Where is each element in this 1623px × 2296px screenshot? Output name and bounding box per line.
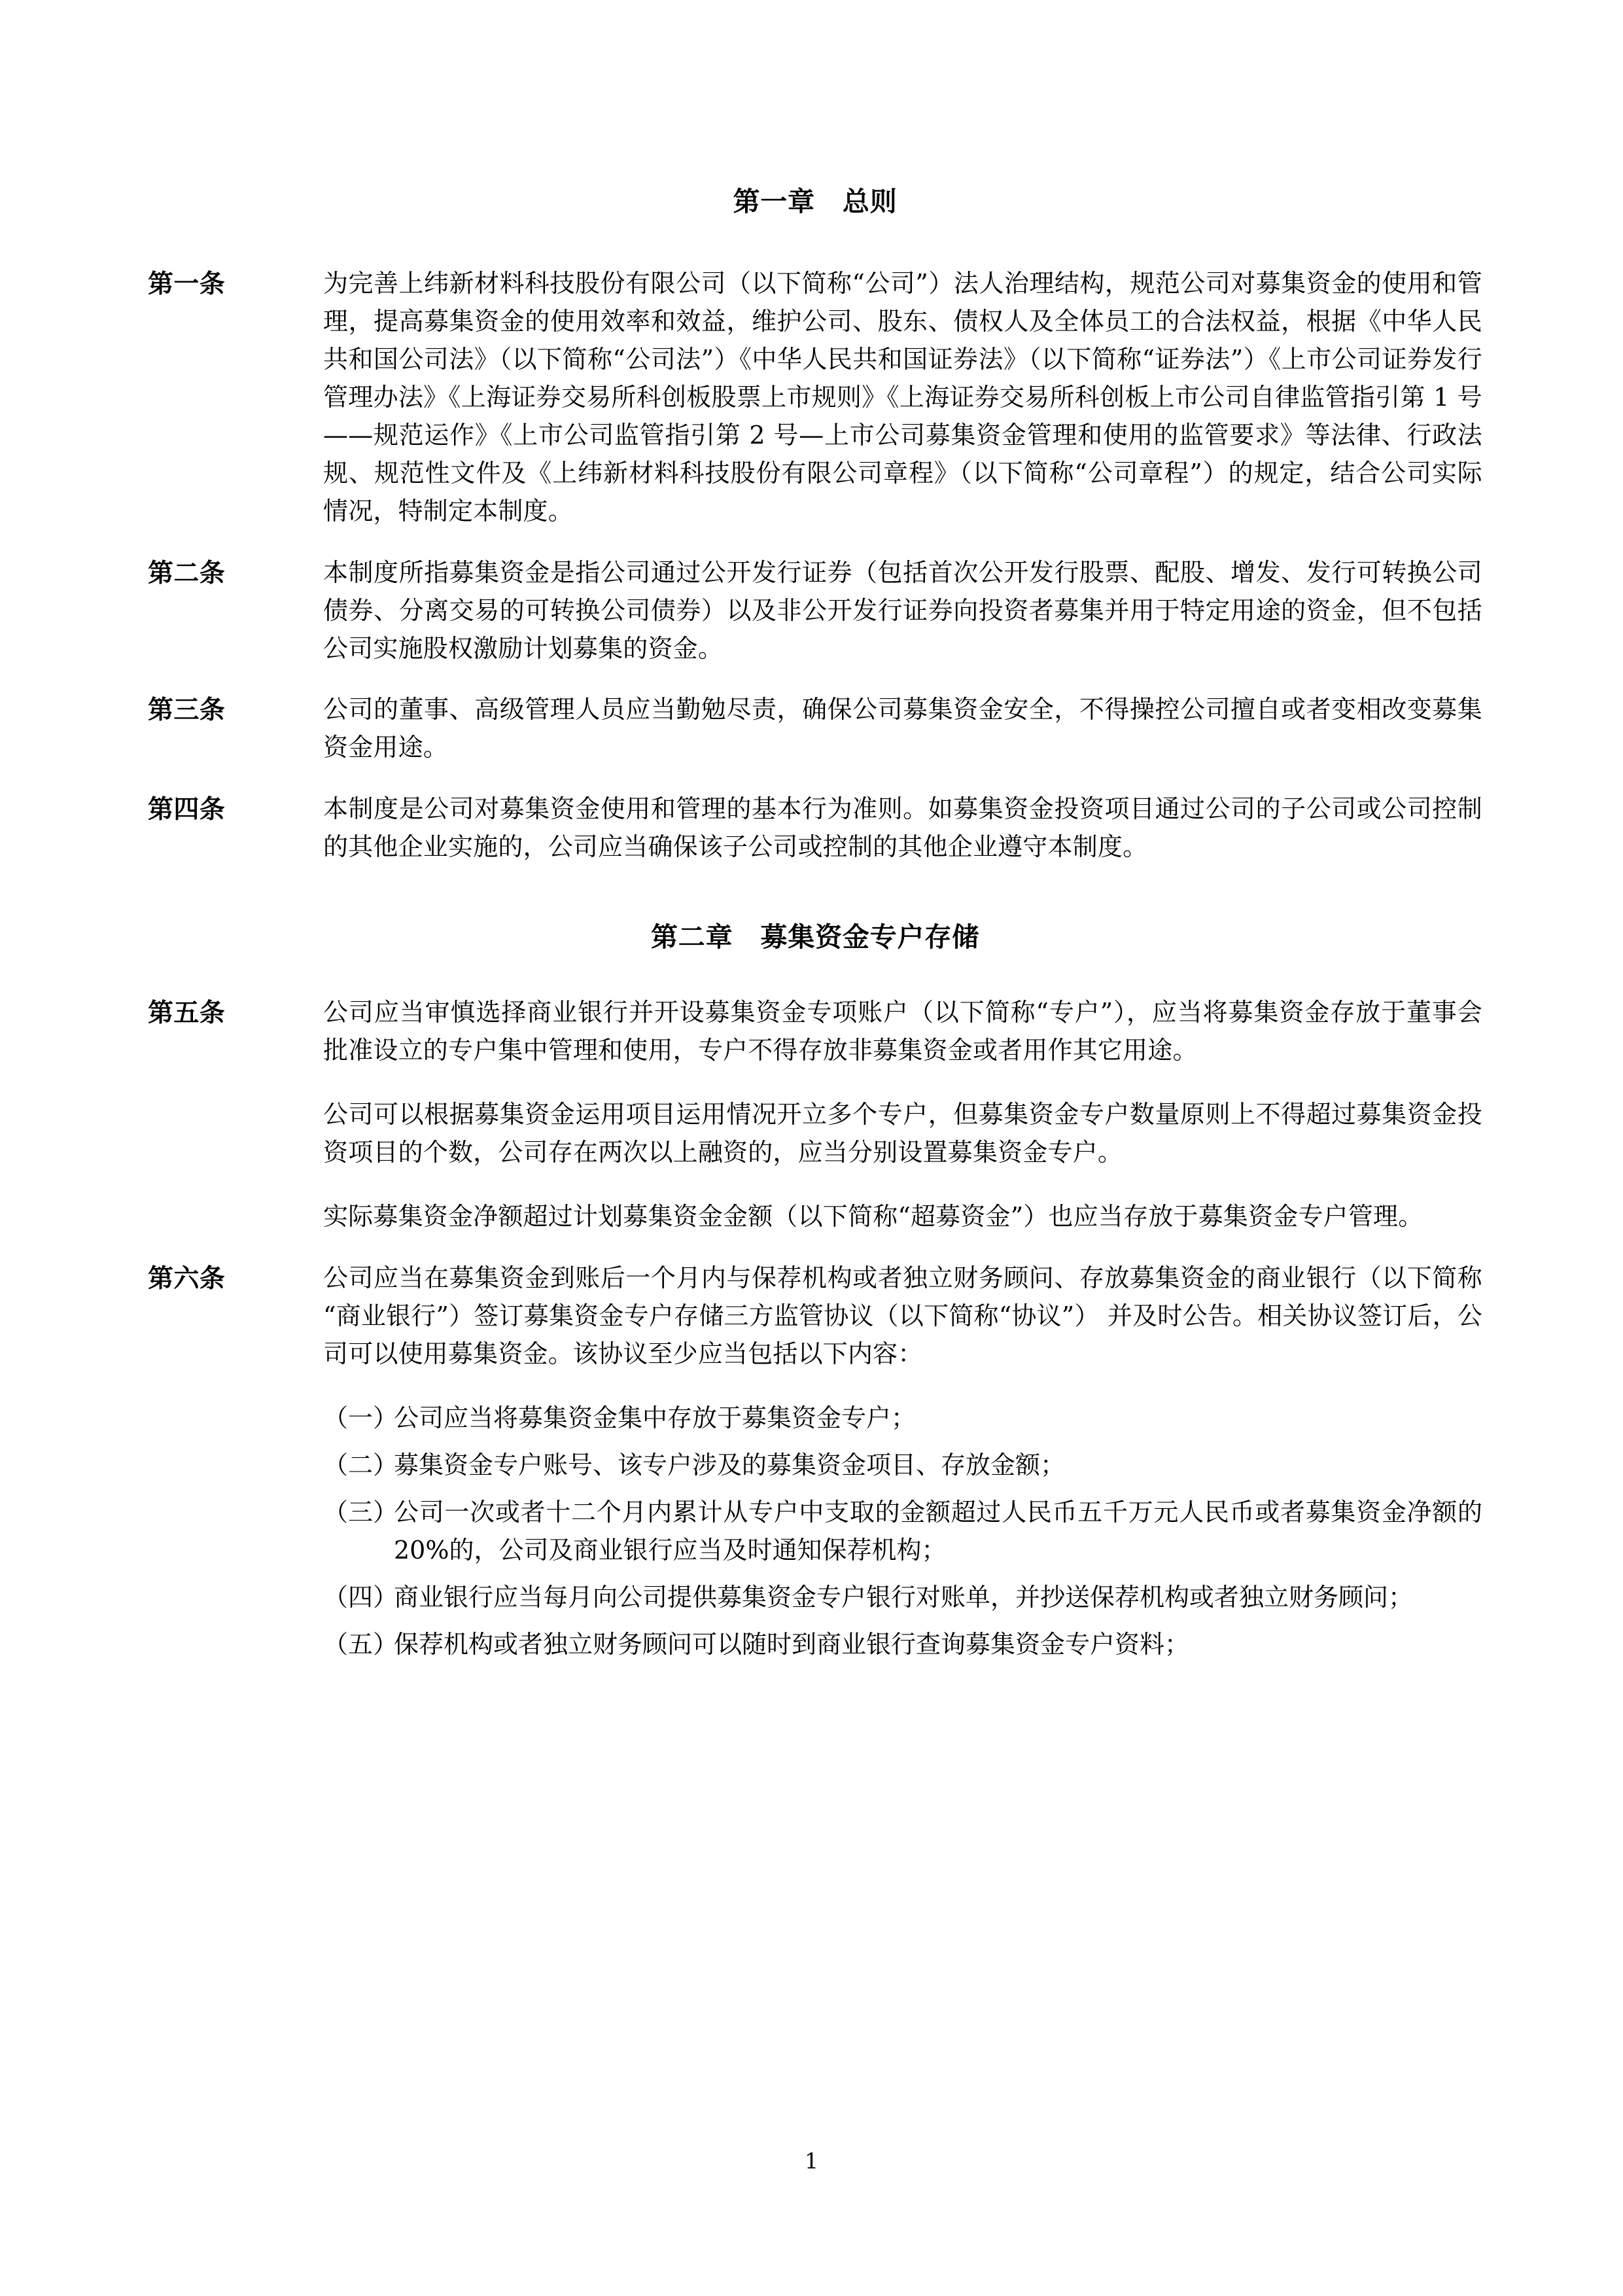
article-1 bbox=[148, 265, 1482, 531]
article-1-paragraph-1: 为完善上纬新材料科技股份有限公司（以下简称“公司”）法人治理结构，规范公司对募集资金的使用和管理，提高募集资金的使用效率和效益，维护公司、股东、债权人及全体员工的合法权益，根据《中华人民共和国公司法》（以下简称“公司法”）《中华人民共和国证券法》（以下简称“证券法”）《上市公司证券发行管理办法》《上海证券交易所科创板股票上市规则》《上海证券交易所科创板上市公司自律监管指引第 1 号——规范运作》《上市公司监管指引第 2 号—上市公司募集资金管理和使用的监管要求》等法律、行政法规、规范性文件及《上纬新材料科技股份有限公司章程》（以下简称“公司章程”）的规定，结合公司实际情况，特制定本制度。 bbox=[323, 269, 1482, 525]
sublist-item-text: 募集资金专户账号、该专户涉及的募集资金项目、存放金额； bbox=[394, 1450, 1066, 1479]
article-4 bbox=[148, 790, 1482, 866]
chapter-1-number: 第一章 bbox=[733, 186, 815, 217]
article-2 bbox=[148, 554, 1482, 668]
sublist-item bbox=[323, 1447, 1482, 1485]
sublist-item-marker: （三） bbox=[323, 1497, 398, 1527]
article-6-sublist bbox=[323, 1400, 1482, 1664]
article-5-label: 第五条 bbox=[148, 998, 226, 1029]
sublist-item-text: 保荐机构或者独立财务顾问可以随时到商业银行查询募集资金专户资料； bbox=[394, 1629, 1190, 1659]
article-1-body bbox=[323, 265, 1482, 531]
article-6-paragraph-1: 公司应当在募集资金到账后一个月内与保荐机构或者独立财务顾问、存放募集资金的商业银行（以下简称“商业银行”）签订募集资金专户存储三方监管协议（以下简称“协议”） 并及时公告。相关协议签订后，公司可以使用募集资金。该协议至少应当包括以下内容： bbox=[323, 1263, 1482, 1368]
chapter-heading-2 bbox=[148, 923, 1482, 952]
sublist-item-marker: （二） bbox=[323, 1450, 398, 1479]
article-5-paragraph-3: 实际募集资金净额超过计划募集资金金额（以下简称“超募资金”）也应当存放于募集资金专户管理。 bbox=[323, 1202, 1423, 1231]
chapter-heading-2-wrapper bbox=[148, 923, 1482, 952]
sublist-item bbox=[323, 1626, 1482, 1664]
sublist-item-text: 公司一次或者十二个月内累计从专户中支取的金额超过人民币五千万元人民币或者募集资金净额的 20%的，公司及商业银行应当及时通知保荐机构； bbox=[394, 1497, 1482, 1564]
article-2-label: 第二条 bbox=[148, 557, 226, 588]
article-3-body bbox=[323, 691, 1482, 767]
article-4-body bbox=[323, 790, 1482, 866]
article-3-paragraph-1: 公司的董事、高级管理人员应当勤勉尽责，确保公司募集资金安全，不得操控公司擅自或者变相改变募集资金用途。 bbox=[323, 695, 1482, 762]
article-1-label: 第一条 bbox=[148, 269, 226, 300]
sublist-item bbox=[323, 1579, 1482, 1617]
sublist-item-marker: （四） bbox=[323, 1582, 398, 1612]
article-6-label: 第六条 bbox=[148, 1263, 226, 1294]
chapter-heading-1 bbox=[148, 187, 1482, 217]
sublist-item bbox=[323, 1400, 1482, 1438]
article-4-label: 第四条 bbox=[148, 794, 226, 825]
article-5 bbox=[148, 994, 1482, 1236]
sublist-item bbox=[323, 1494, 1482, 1570]
page-number: 1 bbox=[805, 2148, 818, 2174]
article-3 bbox=[148, 691, 1482, 767]
chapter-1-spacer bbox=[148, 217, 1482, 265]
sublist-item-marker: （五） bbox=[323, 1629, 398, 1659]
article-6 bbox=[148, 1260, 1482, 1672]
sublist-item-marker: （一） bbox=[323, 1403, 398, 1432]
article-2-paragraph-1: 本制度所指募集资金是指公司通过公开发行证券（包括首次公开发行股票、配股、增发、发行可转换公司债券、分离交易的可转换公司债券）以及非公开发行证券向投资者募集并用于特定用途的资金，但不包括公司实施股权激励计划募集的资金。 bbox=[323, 557, 1482, 663]
article-2-body bbox=[323, 554, 1482, 668]
article-3-label: 第三条 bbox=[148, 695, 226, 726]
page-content bbox=[148, 187, 1482, 1672]
sublist-item-text: 商业银行应当每月向公司提供募集资金专户银行对账单，并抄送保荐机构或者独立财务顾问； bbox=[394, 1582, 1414, 1612]
article-5-paragraph-1: 公司应当审慎选择商业银行并开设募集资金专项账户（以下简称“专户”），应当将募集资金存放于董事会批准设立的专户集中管理和使用，专户不得存放非募集资金或者用作其它用途。 bbox=[323, 998, 1482, 1065]
article-5-paragraph-2: 公司可以根据募集资金运用项目运用情况开立多个专户，但募集资金专户数量原则上不得超过募集资金投资项目的个数，公司存在两次以上融资的，应当分别设置募集资金专户。 bbox=[323, 1100, 1482, 1167]
sublist-item-text: 公司应当将募集资金集中存放于募集资金专户； bbox=[394, 1403, 916, 1432]
article-6-body bbox=[323, 1260, 1482, 1672]
article-5-body bbox=[323, 994, 1482, 1236]
chapter-2-title: 募集资金专户存储 bbox=[760, 921, 980, 953]
article-4-paragraph-1: 本制度是公司对募集资金使用和管理的基本行为准则。如募集资金投资项目通过公司的子公司或公司控制的其他企业实施的，公司应当确保该子公司或控制的其他企业遵守本制度。 bbox=[323, 794, 1482, 862]
chapter-1-title: 总则 bbox=[842, 186, 898, 217]
chapter-2-number: 第二章 bbox=[650, 921, 733, 953]
